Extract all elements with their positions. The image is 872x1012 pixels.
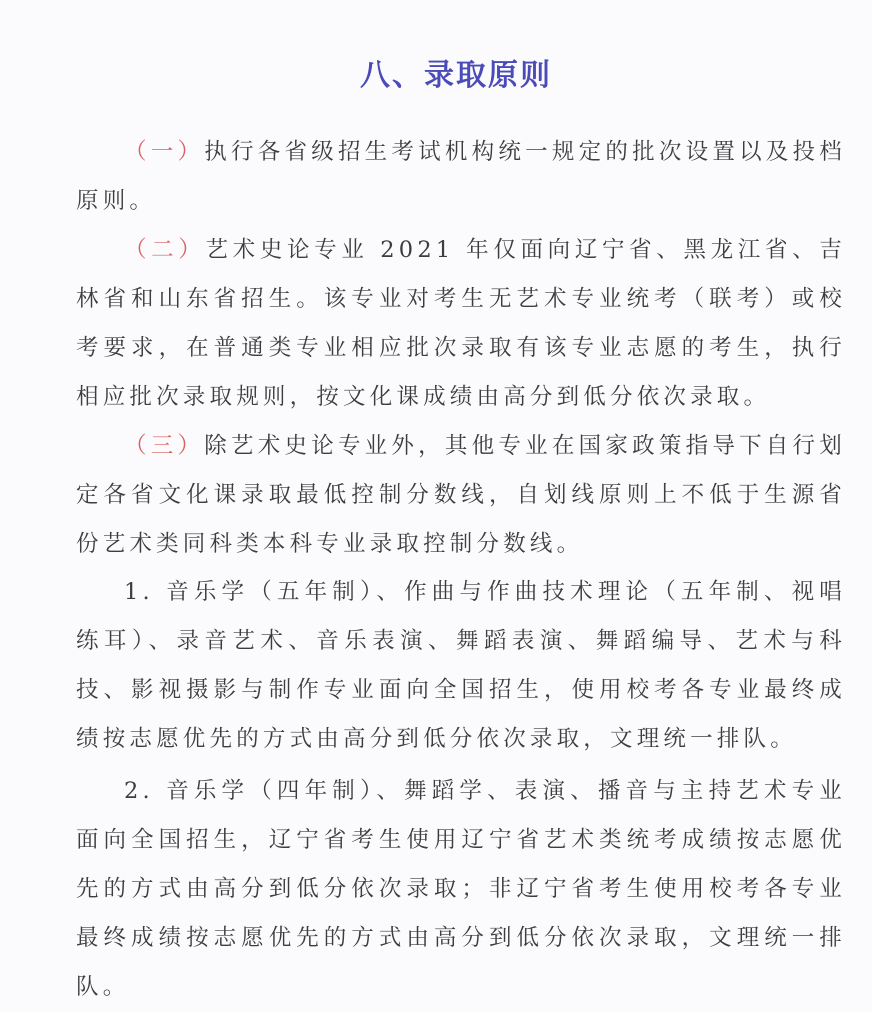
paragraph-3 xyxy=(76,422,846,569)
paragraph-marker: （二） xyxy=(124,237,206,263)
paragraph-text: 2. 音乐学（四年制）、舞蹈学、表演、播音与主持艺术专业面向全国招生，辽宁省考生使用辽宁省艺术类统考成绩按志愿优先的方式由高分到低分依次录取；非辽宁省考生使用校考各专业最终成绩按志愿优先的方式由高分到低分依次录取，文理统一排队。 xyxy=(76,778,846,1000)
paragraph-text: 1. 音乐学（五年制）、作曲与作曲技术理论（五年制、视唱练耳）、录音艺术、音乐表演、舞蹈表演、舞蹈编导、艺术与科技、影视摄影与制作专业面向全国招生，使用校考各专业最终成绩按志愿优先的方式由高分到低分依次录取，文理统一排队。 xyxy=(76,579,846,752)
paragraph-text: 艺术史论专业 2021 年仅面向辽宁省、黑龙江省、吉林省和山东省招生。该专业对考生无艺术专业统考（联考）或校考要求，在普通类专业相应批次录取有该专业志愿的考生，执行相应批次录取规则，按文化课成绩由高分到低分依次录取。 xyxy=(76,237,846,410)
paragraph-2 xyxy=(76,226,846,422)
paragraph-marker: （一） xyxy=(124,139,205,165)
paragraph-item-2 xyxy=(76,767,846,1012)
paragraph-text: 除艺术史论专业外，其他专业在国家政策指导下自行划定各省文化课录取最低控制分数线，自划线原则上不低于生源省份艺术类同科类本科专业录取控制分数线。 xyxy=(76,433,846,557)
paragraph-marker: （三） xyxy=(124,433,205,459)
section-title: 八、录取原则 xyxy=(360,58,552,93)
paragraph-item-1 xyxy=(76,568,846,764)
paragraph-text: 执行各省级招生考试机构统一规定的批次设置以及投档原则。 xyxy=(76,139,846,214)
paragraph-1 xyxy=(76,128,846,226)
